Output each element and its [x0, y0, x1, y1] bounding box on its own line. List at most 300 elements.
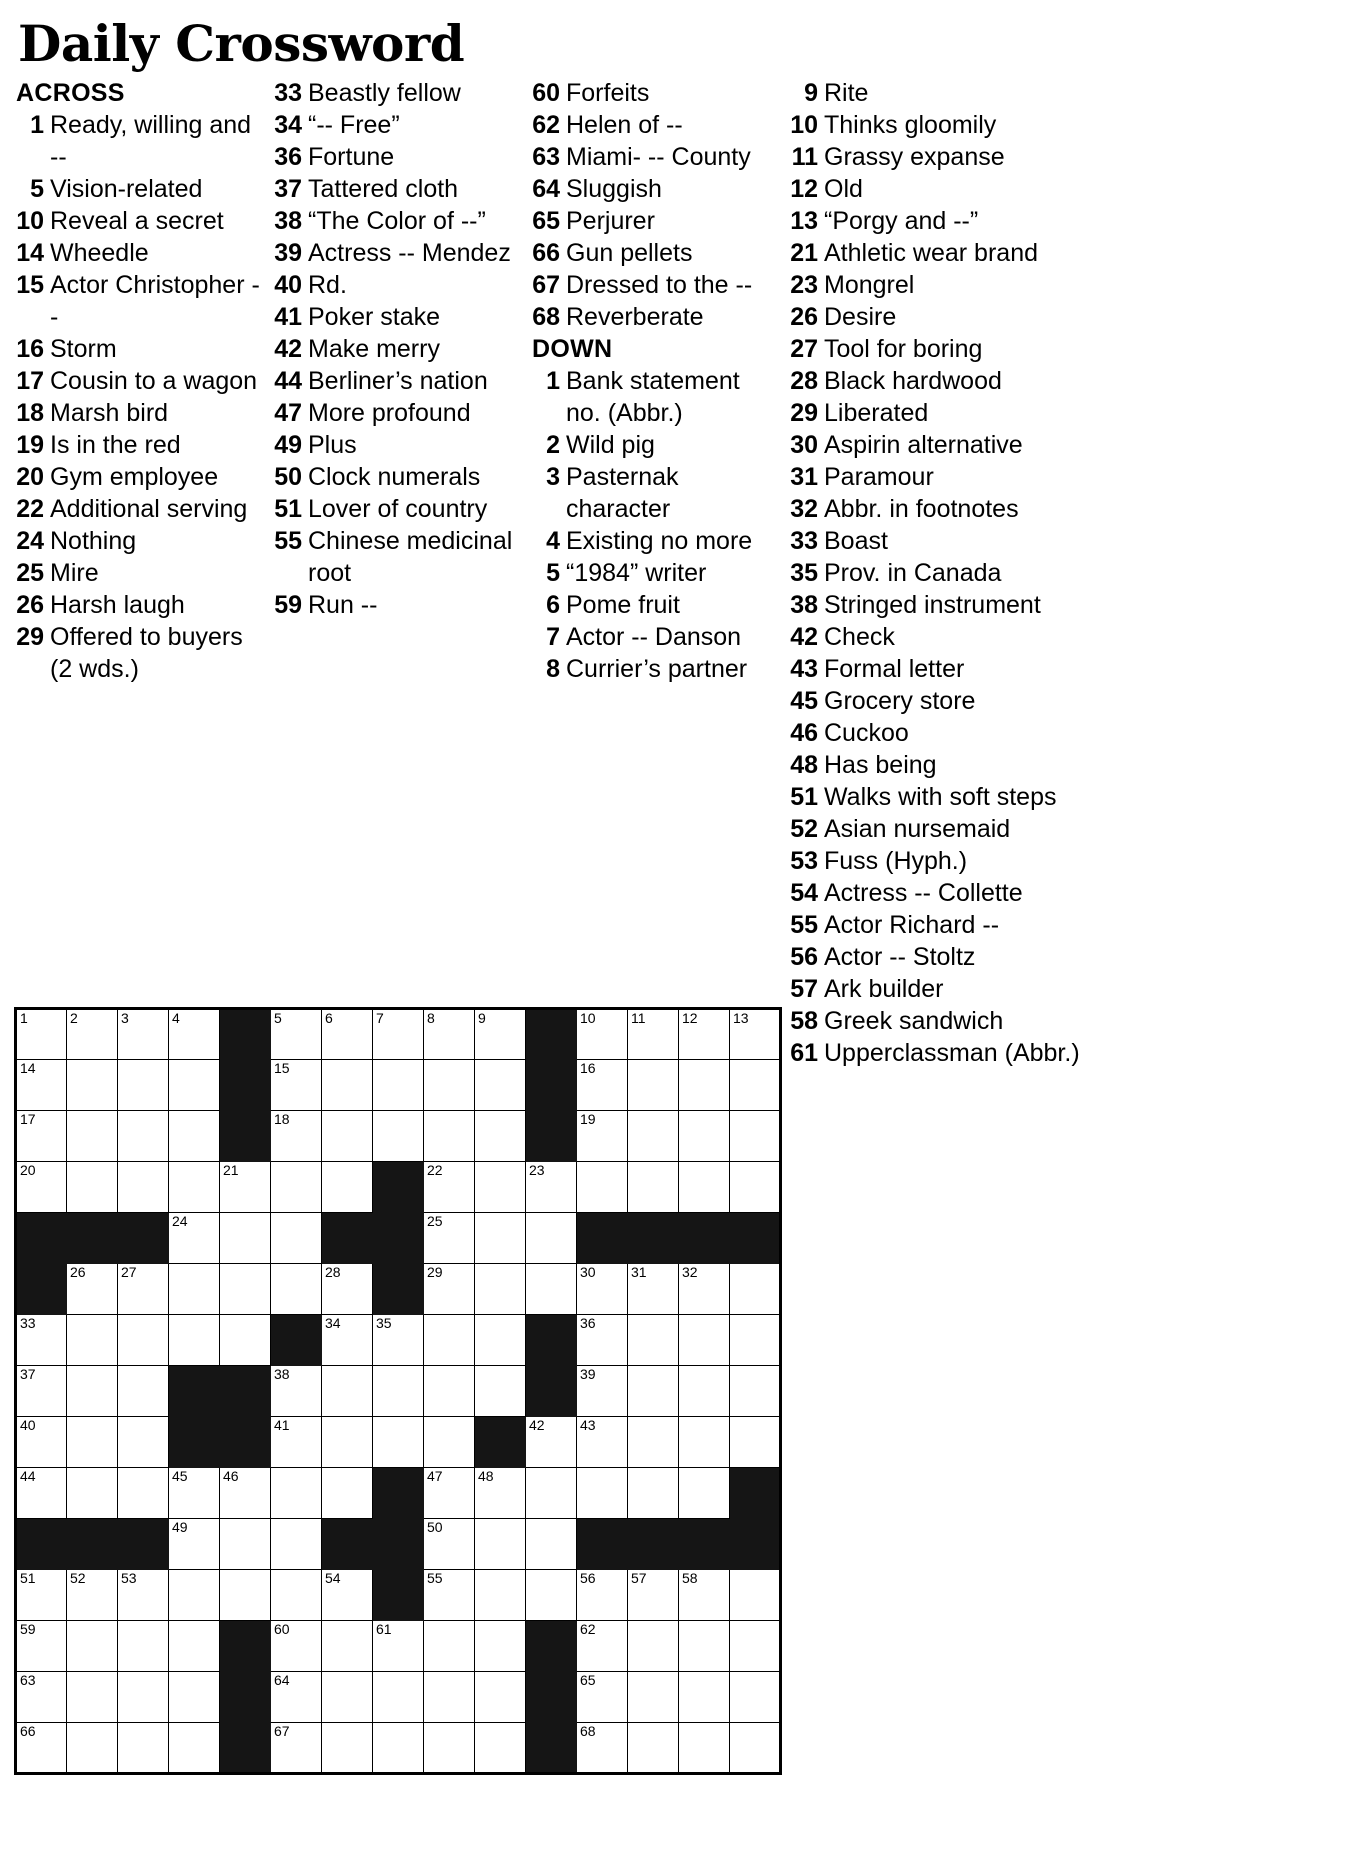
- grid-cell-block: [220, 1723, 271, 1774]
- grid-row: [16, 1162, 781, 1213]
- grid-cell-number: 25: [427, 1213, 443, 1229]
- grid-cell[interactable]: [271, 1111, 322, 1162]
- grid-cell[interactable]: [577, 1162, 628, 1213]
- clue-down-31: [788, 461, 1088, 493]
- grid-cell[interactable]: [67, 1570, 118, 1621]
- grid-cell[interactable]: [67, 1621, 118, 1672]
- clue-down-8: [530, 653, 776, 685]
- grid-cell[interactable]: [373, 1672, 424, 1723]
- grid-cell[interactable]: [577, 1060, 628, 1111]
- grid-cell-number: 57: [631, 1570, 647, 1586]
- grid-cell[interactable]: [169, 1468, 220, 1519]
- grid-cell[interactable]: [16, 1468, 67, 1519]
- clue-text: Asian nursemaid: [824, 814, 1011, 843]
- grid-cell-number: 65: [580, 1672, 596, 1688]
- grid-row: [16, 1213, 781, 1264]
- clue-across-17: [14, 365, 260, 397]
- clue-number: 10: [16, 206, 44, 235]
- grid-cell[interactable]: [628, 1111, 679, 1162]
- grid-cell[interactable]: [373, 1315, 424, 1366]
- grid-cell-block: [526, 1315, 577, 1366]
- grid-cell[interactable]: [67, 1315, 118, 1366]
- grid-row: [16, 1060, 781, 1111]
- grid-cell[interactable]: [475, 1162, 526, 1213]
- grid-cell[interactable]: [16, 1162, 67, 1213]
- grid-cell[interactable]: [16, 1723, 67, 1774]
- grid-cell[interactable]: [67, 1162, 118, 1213]
- clue-number: 39: [274, 238, 302, 267]
- grid-cell[interactable]: [373, 1621, 424, 1672]
- grid-cell[interactable]: [679, 1315, 730, 1366]
- grid-cell[interactable]: [118, 1060, 169, 1111]
- grid-cell-block: [373, 1213, 424, 1264]
- grid-cell[interactable]: [322, 1315, 373, 1366]
- grid-cell[interactable]: [322, 1060, 373, 1111]
- grid-cell[interactable]: [526, 1162, 577, 1213]
- grid-cell[interactable]: [424, 1213, 475, 1264]
- grid-cell[interactable]: [271, 1570, 322, 1621]
- clue-across-14: [14, 237, 260, 269]
- grid-cell[interactable]: [118, 1570, 169, 1621]
- grid-cell-number: 66: [20, 1723, 36, 1739]
- grid-cell-block: [220, 1672, 271, 1723]
- grid-cell[interactable]: [730, 1162, 781, 1213]
- clue-number: 26: [790, 302, 818, 331]
- grid-cell[interactable]: [271, 1672, 322, 1723]
- grid-cell[interactable]: [475, 1264, 526, 1315]
- clue-down-21: [788, 237, 1088, 269]
- clue-across-26: [14, 589, 260, 621]
- grid-cell[interactable]: [271, 1621, 322, 1672]
- grid-cell[interactable]: [526, 1519, 577, 1570]
- grid-cell[interactable]: [67, 1366, 118, 1417]
- grid-cell[interactable]: [628, 1162, 679, 1213]
- grid-cell[interactable]: [67, 1468, 118, 1519]
- clue-across-38: [272, 205, 518, 237]
- grid-cell[interactable]: [322, 1417, 373, 1468]
- grid-cell[interactable]: [730, 1264, 781, 1315]
- grid-cell[interactable]: [628, 1723, 679, 1774]
- grid-cell[interactable]: [628, 1009, 679, 1060]
- grid-cell[interactable]: [424, 1468, 475, 1519]
- clue-number: 59: [274, 590, 302, 619]
- grid-cell[interactable]: [322, 1672, 373, 1723]
- clue-number: 55: [790, 910, 818, 939]
- grid-cell[interactable]: [526, 1417, 577, 1468]
- grid-cell[interactable]: [271, 1213, 322, 1264]
- grid-cell[interactable]: [679, 1672, 730, 1723]
- grid-cell[interactable]: [730, 1621, 781, 1672]
- clue-number: 52: [790, 814, 818, 843]
- grid-cell[interactable]: [373, 1009, 424, 1060]
- grid-cell[interactable]: [424, 1264, 475, 1315]
- grid-cell[interactable]: [679, 1723, 730, 1774]
- clue-text: Formal letter: [824, 654, 965, 683]
- clue-text: Beastly fellow: [308, 78, 461, 107]
- grid-cell[interactable]: [679, 1060, 730, 1111]
- grid-cell[interactable]: [322, 1621, 373, 1672]
- clue-across-36: [272, 141, 518, 173]
- clue-across-59: [272, 589, 518, 621]
- grid-row: [16, 1621, 781, 1672]
- down-clues-part1: [530, 365, 776, 685]
- grid-cell[interactable]: [271, 1264, 322, 1315]
- grid-cell[interactable]: [679, 1111, 730, 1162]
- grid-cell[interactable]: [679, 1366, 730, 1417]
- grid-cell[interactable]: [220, 1468, 271, 1519]
- grid-cell-block: [526, 1009, 577, 1060]
- grid-row: [16, 1570, 781, 1621]
- clue-down-6: [530, 589, 776, 621]
- grid-cell[interactable]: [373, 1417, 424, 1468]
- grid-cell[interactable]: [169, 1162, 220, 1213]
- grid-cell[interactable]: [577, 1366, 628, 1417]
- grid-cell[interactable]: [577, 1723, 628, 1774]
- grid-cell[interactable]: [526, 1213, 577, 1264]
- clue-down-42: [788, 621, 1088, 653]
- grid-cell[interactable]: [475, 1213, 526, 1264]
- clue-number: 44: [274, 366, 302, 395]
- grid-cell[interactable]: [424, 1570, 475, 1621]
- clue-number: 24: [16, 526, 44, 555]
- grid-cell[interactable]: [373, 1723, 424, 1774]
- down-heading: DOWN: [532, 334, 613, 363]
- grid-cell[interactable]: [220, 1213, 271, 1264]
- clue-across-40: [272, 269, 518, 301]
- grid-cell[interactable]: [16, 1672, 67, 1723]
- grid-cell[interactable]: [220, 1264, 271, 1315]
- clue-text: “1984” writer: [566, 558, 707, 587]
- grid-cell[interactable]: [730, 1570, 781, 1621]
- grid-cell[interactable]: [118, 1417, 169, 1468]
- grid-cell[interactable]: [322, 1009, 373, 1060]
- grid-cell-number: 58: [682, 1570, 698, 1586]
- clue-text: Boast: [824, 526, 888, 555]
- grid-cell[interactable]: [67, 1264, 118, 1315]
- grid-cell[interactable]: [118, 1723, 169, 1774]
- grid-cell[interactable]: [628, 1570, 679, 1621]
- grid-cell[interactable]: [118, 1672, 169, 1723]
- grid-cell[interactable]: [118, 1468, 169, 1519]
- grid-cell-number: 47: [427, 1468, 443, 1484]
- grid-cell[interactable]: [67, 1672, 118, 1723]
- grid-cell-number: 55: [427, 1570, 443, 1586]
- grid-cell[interactable]: [628, 1366, 679, 1417]
- grid-cell[interactable]: [424, 1162, 475, 1213]
- clue-text: Greek sandwich: [824, 1006, 1004, 1035]
- grid-cell-block: [373, 1519, 424, 1570]
- grid-cell[interactable]: [322, 1366, 373, 1417]
- grid-cell[interactable]: [628, 1672, 679, 1723]
- grid-cell[interactable]: [67, 1060, 118, 1111]
- grid-cell[interactable]: [577, 1417, 628, 1468]
- grid-cell-block: [220, 1111, 271, 1162]
- clue-number: 63: [532, 142, 560, 171]
- grid-cell[interactable]: [475, 1315, 526, 1366]
- grid-cell[interactable]: [271, 1468, 322, 1519]
- grid-cell-number: 27: [121, 1264, 137, 1280]
- clue-down-4: [530, 525, 776, 557]
- clue-down-2: [530, 429, 776, 461]
- grid-cell[interactable]: [118, 1366, 169, 1417]
- grid-cell-number: 33: [20, 1315, 36, 1331]
- clue-text: Is in the red: [50, 430, 181, 459]
- grid-cell[interactable]: [577, 1672, 628, 1723]
- grid-cell-number: 18: [274, 1111, 290, 1127]
- clue-across-41: [272, 301, 518, 333]
- clue-number: 42: [274, 334, 302, 363]
- grid-cell[interactable]: [475, 1366, 526, 1417]
- grid-cell[interactable]: [730, 1672, 781, 1723]
- grid-cell-block: [118, 1213, 169, 1264]
- grid-cell-number: 52: [70, 1570, 86, 1586]
- grid-cell[interactable]: [424, 1366, 475, 1417]
- grid-cell[interactable]: [424, 1417, 475, 1468]
- grid-row: [16, 1723, 781, 1774]
- clue-across-66: [530, 237, 776, 269]
- grid-cell[interactable]: [628, 1060, 679, 1111]
- grid-cell-number: 31: [631, 1264, 647, 1280]
- grid-cell-number: 54: [325, 1570, 341, 1586]
- grid-cell[interactable]: [169, 1519, 220, 1570]
- grid-cell[interactable]: [679, 1570, 730, 1621]
- grid-cell[interactable]: [730, 1417, 781, 1468]
- grid-cell[interactable]: [271, 1060, 322, 1111]
- grid-cell[interactable]: [271, 1162, 322, 1213]
- grid-cell[interactable]: [475, 1060, 526, 1111]
- grid-cell[interactable]: [730, 1315, 781, 1366]
- grid-cell-number: 42: [529, 1417, 545, 1433]
- clue-text: Actor Christopher --: [50, 270, 260, 331]
- grid-cell[interactable]: [475, 1672, 526, 1723]
- grid-cell[interactable]: [475, 1519, 526, 1570]
- grid-cell[interactable]: [679, 1264, 730, 1315]
- crossword-grid-wrapper: [14, 1007, 782, 1775]
- grid-cell[interactable]: [373, 1060, 424, 1111]
- grid-cell[interactable]: [577, 1315, 628, 1366]
- grid-cell[interactable]: [577, 1009, 628, 1060]
- grid-cell-block: [577, 1213, 628, 1264]
- grid-cell[interactable]: [271, 1519, 322, 1570]
- grid-cell[interactable]: [424, 1723, 475, 1774]
- grid-cell[interactable]: [118, 1264, 169, 1315]
- grid-cell[interactable]: [169, 1570, 220, 1621]
- grid-cell[interactable]: [271, 1417, 322, 1468]
- grid-cell[interactable]: [424, 1315, 475, 1366]
- grid-cell[interactable]: [475, 1723, 526, 1774]
- grid-cell-number: 36: [580, 1315, 596, 1331]
- clue-down-3: [530, 461, 776, 525]
- grid-cell[interactable]: [220, 1570, 271, 1621]
- clue-number: 45: [790, 686, 818, 715]
- grid-cell-block: [220, 1366, 271, 1417]
- clue-text: Tool for boring: [824, 334, 983, 363]
- grid-cell[interactable]: [730, 1111, 781, 1162]
- grid-cell[interactable]: [169, 1060, 220, 1111]
- grid-cell[interactable]: [526, 1264, 577, 1315]
- grid-cell[interactable]: [67, 1111, 118, 1162]
- grid-cell-block: [628, 1213, 679, 1264]
- grid-cell[interactable]: [628, 1468, 679, 1519]
- clue-across-19: [14, 429, 260, 461]
- grid-cell[interactable]: [424, 1009, 475, 1060]
- grid-cell[interactable]: [118, 1111, 169, 1162]
- grid-cell[interactable]: [373, 1366, 424, 1417]
- clue-down-38: [788, 589, 1088, 621]
- grid-row: [16, 1009, 781, 1060]
- grid-cell[interactable]: [322, 1264, 373, 1315]
- grid-cell[interactable]: [118, 1009, 169, 1060]
- grid-cell-number: 34: [325, 1315, 341, 1331]
- clue-text: More profound: [308, 398, 471, 427]
- clue-across-1: [14, 109, 260, 173]
- grid-cell[interactable]: [16, 1621, 67, 1672]
- clue-number: 42: [790, 622, 818, 651]
- grid-cell[interactable]: [679, 1621, 730, 1672]
- grid-cell[interactable]: [169, 1009, 220, 1060]
- grid-cell[interactable]: [169, 1213, 220, 1264]
- grid-cell[interactable]: [118, 1621, 169, 1672]
- grid-cell[interactable]: [322, 1468, 373, 1519]
- grid-cell[interactable]: [16, 1366, 67, 1417]
- grid-cell[interactable]: [679, 1417, 730, 1468]
- clue-text: Wild pig: [566, 430, 655, 459]
- page-title: Daily Crossword: [18, 14, 465, 73]
- grid-cell[interactable]: [730, 1723, 781, 1774]
- grid-cell[interactable]: [424, 1519, 475, 1570]
- grid-cell[interactable]: [475, 1009, 526, 1060]
- grid-cell[interactable]: [577, 1621, 628, 1672]
- grid-cell-number: 61: [376, 1621, 392, 1637]
- clue-number: 33: [790, 526, 818, 555]
- clue-text: Actress -- Mendez: [308, 238, 511, 267]
- grid-cell[interactable]: [169, 1723, 220, 1774]
- clue-across-49: [272, 429, 518, 461]
- grid-cell[interactable]: [322, 1111, 373, 1162]
- grid-cell[interactable]: [679, 1162, 730, 1213]
- grid-cell[interactable]: [220, 1162, 271, 1213]
- grid-row: [16, 1366, 781, 1417]
- clue-across-33: [272, 77, 518, 109]
- grid-cell[interactable]: [220, 1519, 271, 1570]
- clue-number: 32: [790, 494, 818, 523]
- across-clues-part1: [14, 109, 260, 685]
- grid-cell-number: 6: [325, 1010, 333, 1026]
- grid-cell-block: [220, 1621, 271, 1672]
- clue-number: 41: [274, 302, 302, 331]
- grid-cell[interactable]: [730, 1366, 781, 1417]
- grid-row: [16, 1519, 781, 1570]
- grid-cell-block: [16, 1213, 67, 1264]
- clue-text: Bank statement no. (Abbr.): [566, 366, 740, 427]
- grid-cell[interactable]: [67, 1723, 118, 1774]
- grid-cell[interactable]: [169, 1621, 220, 1672]
- grid-cell[interactable]: [475, 1468, 526, 1519]
- grid-cell[interactable]: [67, 1009, 118, 1060]
- clue-text: Thinks gloomily: [824, 110, 997, 139]
- clue-number: 20: [16, 462, 44, 491]
- grid-cell-number: 7: [376, 1010, 384, 1026]
- grid-cell[interactable]: [526, 1570, 577, 1621]
- grid-cell[interactable]: [271, 1009, 322, 1060]
- grid-cell[interactable]: [322, 1570, 373, 1621]
- clue-across-18: [14, 397, 260, 429]
- grid-cell[interactable]: [679, 1009, 730, 1060]
- grid-cell[interactable]: [628, 1417, 679, 1468]
- grid-cell[interactable]: [118, 1162, 169, 1213]
- clue-number: 31: [790, 462, 818, 491]
- grid-cell[interactable]: [424, 1111, 475, 1162]
- clue-number: 34: [274, 110, 302, 139]
- grid-cell-block: [322, 1519, 373, 1570]
- grid-cell[interactable]: [322, 1162, 373, 1213]
- grid-cell[interactable]: [169, 1315, 220, 1366]
- grid-cell[interactable]: [628, 1621, 679, 1672]
- grid-cell[interactable]: [730, 1009, 781, 1060]
- grid-cell[interactable]: [577, 1264, 628, 1315]
- grid-cell[interactable]: [169, 1264, 220, 1315]
- clue-text: Grassy expanse: [824, 142, 1005, 171]
- grid-cell[interactable]: [475, 1111, 526, 1162]
- grid-cell-block: [526, 1672, 577, 1723]
- clue-number: 25: [16, 558, 44, 587]
- clue-down-9: [788, 77, 1088, 109]
- clue-number: 43: [790, 654, 818, 683]
- clue-down-57: [788, 973, 1088, 1005]
- grid-cell[interactable]: [271, 1366, 322, 1417]
- grid-cell[interactable]: [373, 1111, 424, 1162]
- grid-cell[interactable]: [424, 1672, 475, 1723]
- grid-cell[interactable]: [577, 1468, 628, 1519]
- grid-cell-block: [67, 1519, 118, 1570]
- grid-cell-number: 29: [427, 1264, 443, 1280]
- grid-cell[interactable]: [475, 1621, 526, 1672]
- clue-number: 6: [546, 590, 560, 619]
- grid-cell[interactable]: [730, 1060, 781, 1111]
- grid-cell[interactable]: [424, 1060, 475, 1111]
- grid-cell[interactable]: [628, 1315, 679, 1366]
- grid-cell[interactable]: [67, 1417, 118, 1468]
- grid-cell[interactable]: [16, 1570, 67, 1621]
- grid-cell[interactable]: [577, 1570, 628, 1621]
- grid-cell[interactable]: [577, 1111, 628, 1162]
- grid-cell[interactable]: [220, 1315, 271, 1366]
- grid-cell[interactable]: [424, 1621, 475, 1672]
- clue-number: 11: [791, 142, 818, 171]
- grid-cell[interactable]: [169, 1111, 220, 1162]
- grid-cell[interactable]: [169, 1672, 220, 1723]
- grid-cell[interactable]: [475, 1570, 526, 1621]
- grid-cell-block: [67, 1213, 118, 1264]
- grid-cell[interactable]: [271, 1723, 322, 1774]
- across-heading: ACROSS: [16, 78, 125, 107]
- grid-cell-number: 50: [427, 1519, 443, 1535]
- clue-number: 48: [790, 750, 818, 779]
- grid-cell[interactable]: [679, 1468, 730, 1519]
- grid-cell[interactable]: [16, 1060, 67, 1111]
- grid-cell[interactable]: [16, 1009, 67, 1060]
- grid-cell[interactable]: [322, 1723, 373, 1774]
- crossword-grid[interactable]: [14, 1007, 782, 1775]
- grid-cell[interactable]: [16, 1315, 67, 1366]
- grid-cell[interactable]: [16, 1111, 67, 1162]
- grid-cell[interactable]: [628, 1264, 679, 1315]
- clue-across-20: [14, 461, 260, 493]
- grid-cell[interactable]: [118, 1315, 169, 1366]
- grid-cell[interactable]: [16, 1417, 67, 1468]
- grid-cell[interactable]: [526, 1468, 577, 1519]
- grid-cell-number: 63: [20, 1672, 36, 1688]
